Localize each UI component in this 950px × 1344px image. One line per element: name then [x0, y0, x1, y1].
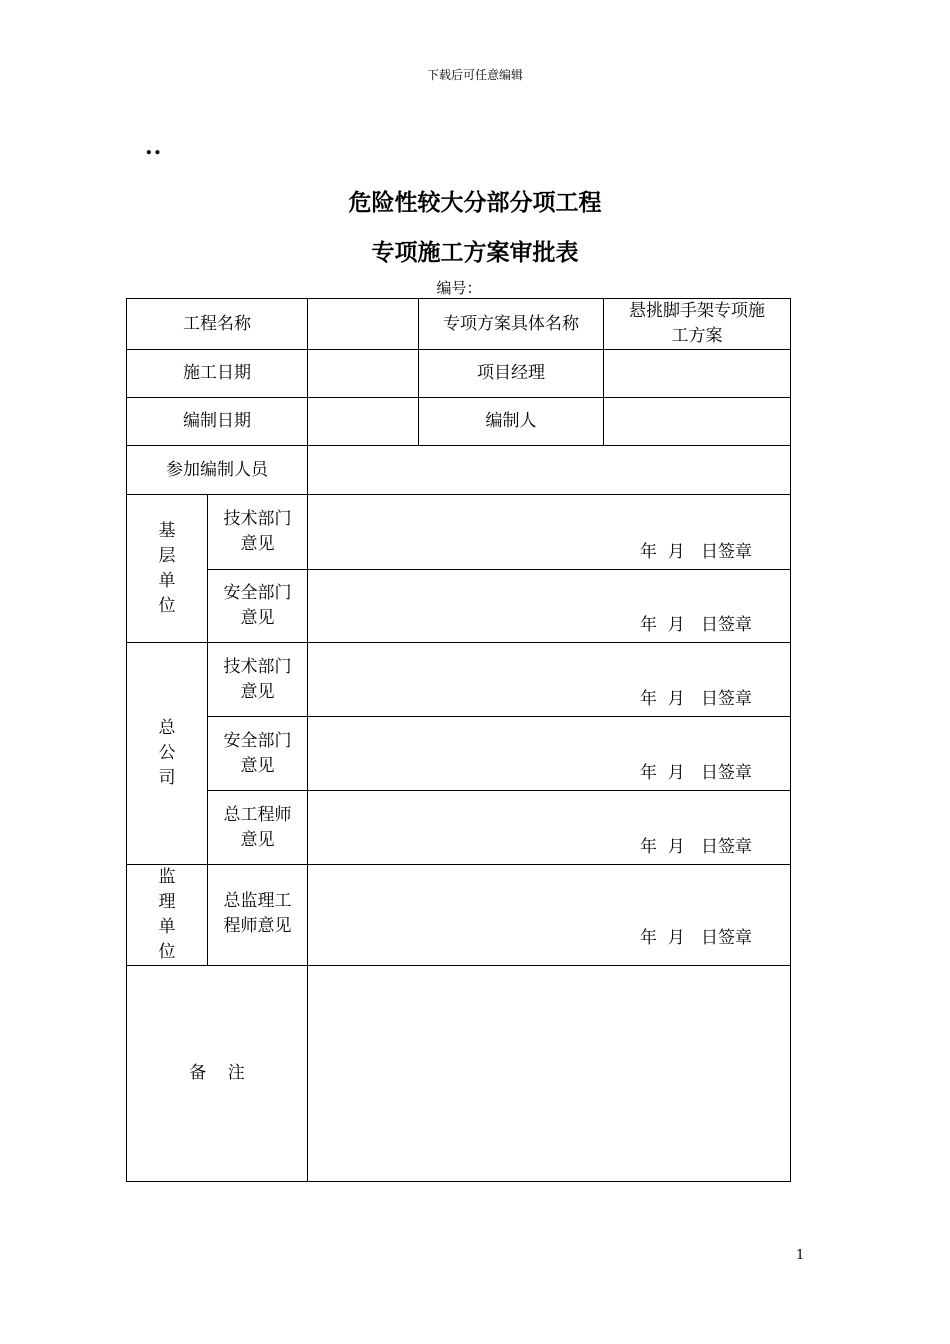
company-tech-dept-label — [208, 643, 308, 717]
head-company-char: 公 — [158, 743, 176, 763]
base-tech-dept-opinion[interactable] — [308, 495, 791, 570]
page-number: 1 — [796, 1248, 805, 1263]
compiler-label: 编制人 — [419, 398, 604, 446]
base-unit-char: 位 — [158, 595, 176, 616]
table-row — [127, 643, 791, 717]
plan-name-value-line2: 工方案 — [671, 326, 723, 346]
project-manager-value[interactable] — [604, 350, 791, 398]
opinion-label-line1: 技术部门 — [223, 656, 292, 677]
remarks-label: 备 注 — [127, 966, 308, 1182]
signature-date-stamp: 年 月 日签章 — [639, 928, 752, 948]
chief-engineer-label — [208, 791, 308, 865]
signature-date-stamp: 年 月 日签章 — [639, 615, 752, 635]
base-unit-char: 层 — [158, 545, 176, 566]
signature-date-stamp: 年 月 日签章 — [639, 689, 752, 709]
participants-value[interactable] — [308, 446, 791, 495]
participants-label: 参加编制人员 — [127, 446, 308, 495]
table-row — [127, 717, 791, 791]
company-tech-dept-opinion[interactable] — [308, 643, 791, 717]
company-safety-dept-label — [208, 717, 308, 791]
table-row — [127, 966, 791, 1182]
document-title-line2: 专项施工方案审批表 — [371, 240, 579, 266]
head-company-char: 司 — [158, 768, 176, 788]
supervision-unit-char: 监 — [158, 867, 176, 887]
compile-date-value[interactable] — [308, 398, 419, 446]
opinion-label-line1: 安全部门 — [223, 583, 292, 603]
compile-date-label: 编制日期 — [127, 398, 308, 446]
document-title-line1: 危险性较大分部分项工程 — [348, 190, 602, 216]
compiler-value[interactable] — [604, 398, 791, 446]
project-name-label: 工程名称 — [127, 299, 308, 350]
construction-date-label: 施工日期 — [127, 350, 308, 398]
approval-form-table — [126, 298, 791, 1182]
opinion-label-line1: 技术部门 — [223, 509, 292, 529]
table-row — [127, 865, 791, 966]
remarks-value[interactable] — [308, 966, 791, 1182]
table-row — [127, 791, 791, 865]
project-name-value[interactable] — [308, 299, 419, 350]
table-row — [127, 350, 791, 398]
head-company-char: 总 — [158, 718, 176, 738]
serial-number-label: 编号： — [436, 279, 482, 297]
base-tech-dept-label — [208, 495, 308, 570]
opinion-label-line2: 意见 — [240, 829, 275, 850]
base-unit-char: 单 — [158, 570, 176, 591]
base-unit-char: 基 — [158, 520, 176, 541]
base-unit-label — [127, 495, 208, 643]
signature-date-stamp: 年 月 日签章 — [639, 837, 752, 857]
plan-name-value-line1: 悬挑脚手架专项施 — [629, 301, 765, 321]
table-row — [127, 446, 791, 495]
table-row — [127, 495, 791, 570]
supervision-unit-char: 单 — [158, 917, 176, 937]
signature-date-stamp: 年 月 日签章 — [639, 542, 752, 562]
chief-engineer-opinion[interactable] — [308, 791, 791, 865]
base-safety-dept-label — [208, 570, 308, 643]
opinion-label-line1: 安全部门 — [223, 730, 292, 751]
supervision-unit-char: 位 — [158, 942, 176, 962]
header-note: 下载后可任意编辑 — [426, 68, 523, 82]
opinion-label-line2: 意见 — [240, 755, 275, 776]
opinion-label-line2: 意见 — [240, 534, 275, 554]
supervision-unit-label — [127, 865, 208, 966]
table-row — [127, 398, 791, 446]
table-row — [127, 570, 791, 643]
company-safety-dept-opinion[interactable] — [308, 717, 791, 791]
table-row — [127, 299, 791, 350]
plan-name-label: 专项方案具体名称 — [419, 299, 604, 350]
construction-date-value[interactable] — [308, 350, 419, 398]
project-manager-label: 项目经理 — [419, 350, 604, 398]
opinion-label-line1: 总工程师 — [223, 804, 292, 825]
chief-supervisor-label — [208, 865, 308, 966]
plan-name-value[interactable] — [604, 299, 791, 350]
opinion-label-line2: 程师意见 — [223, 916, 292, 936]
decorative-dots: .. — [145, 134, 163, 160]
head-company-label — [127, 643, 208, 865]
supervision-unit-char: 理 — [158, 892, 176, 912]
chief-supervisor-opinion[interactable] — [308, 865, 791, 966]
signature-date-stamp: 年 月 日签章 — [639, 763, 752, 783]
opinion-label-line2: 意见 — [240, 608, 275, 628]
opinion-label-line1: 总监理工 — [223, 891, 292, 911]
opinion-label-line2: 意见 — [240, 681, 275, 702]
base-safety-dept-opinion[interactable] — [308, 570, 791, 643]
